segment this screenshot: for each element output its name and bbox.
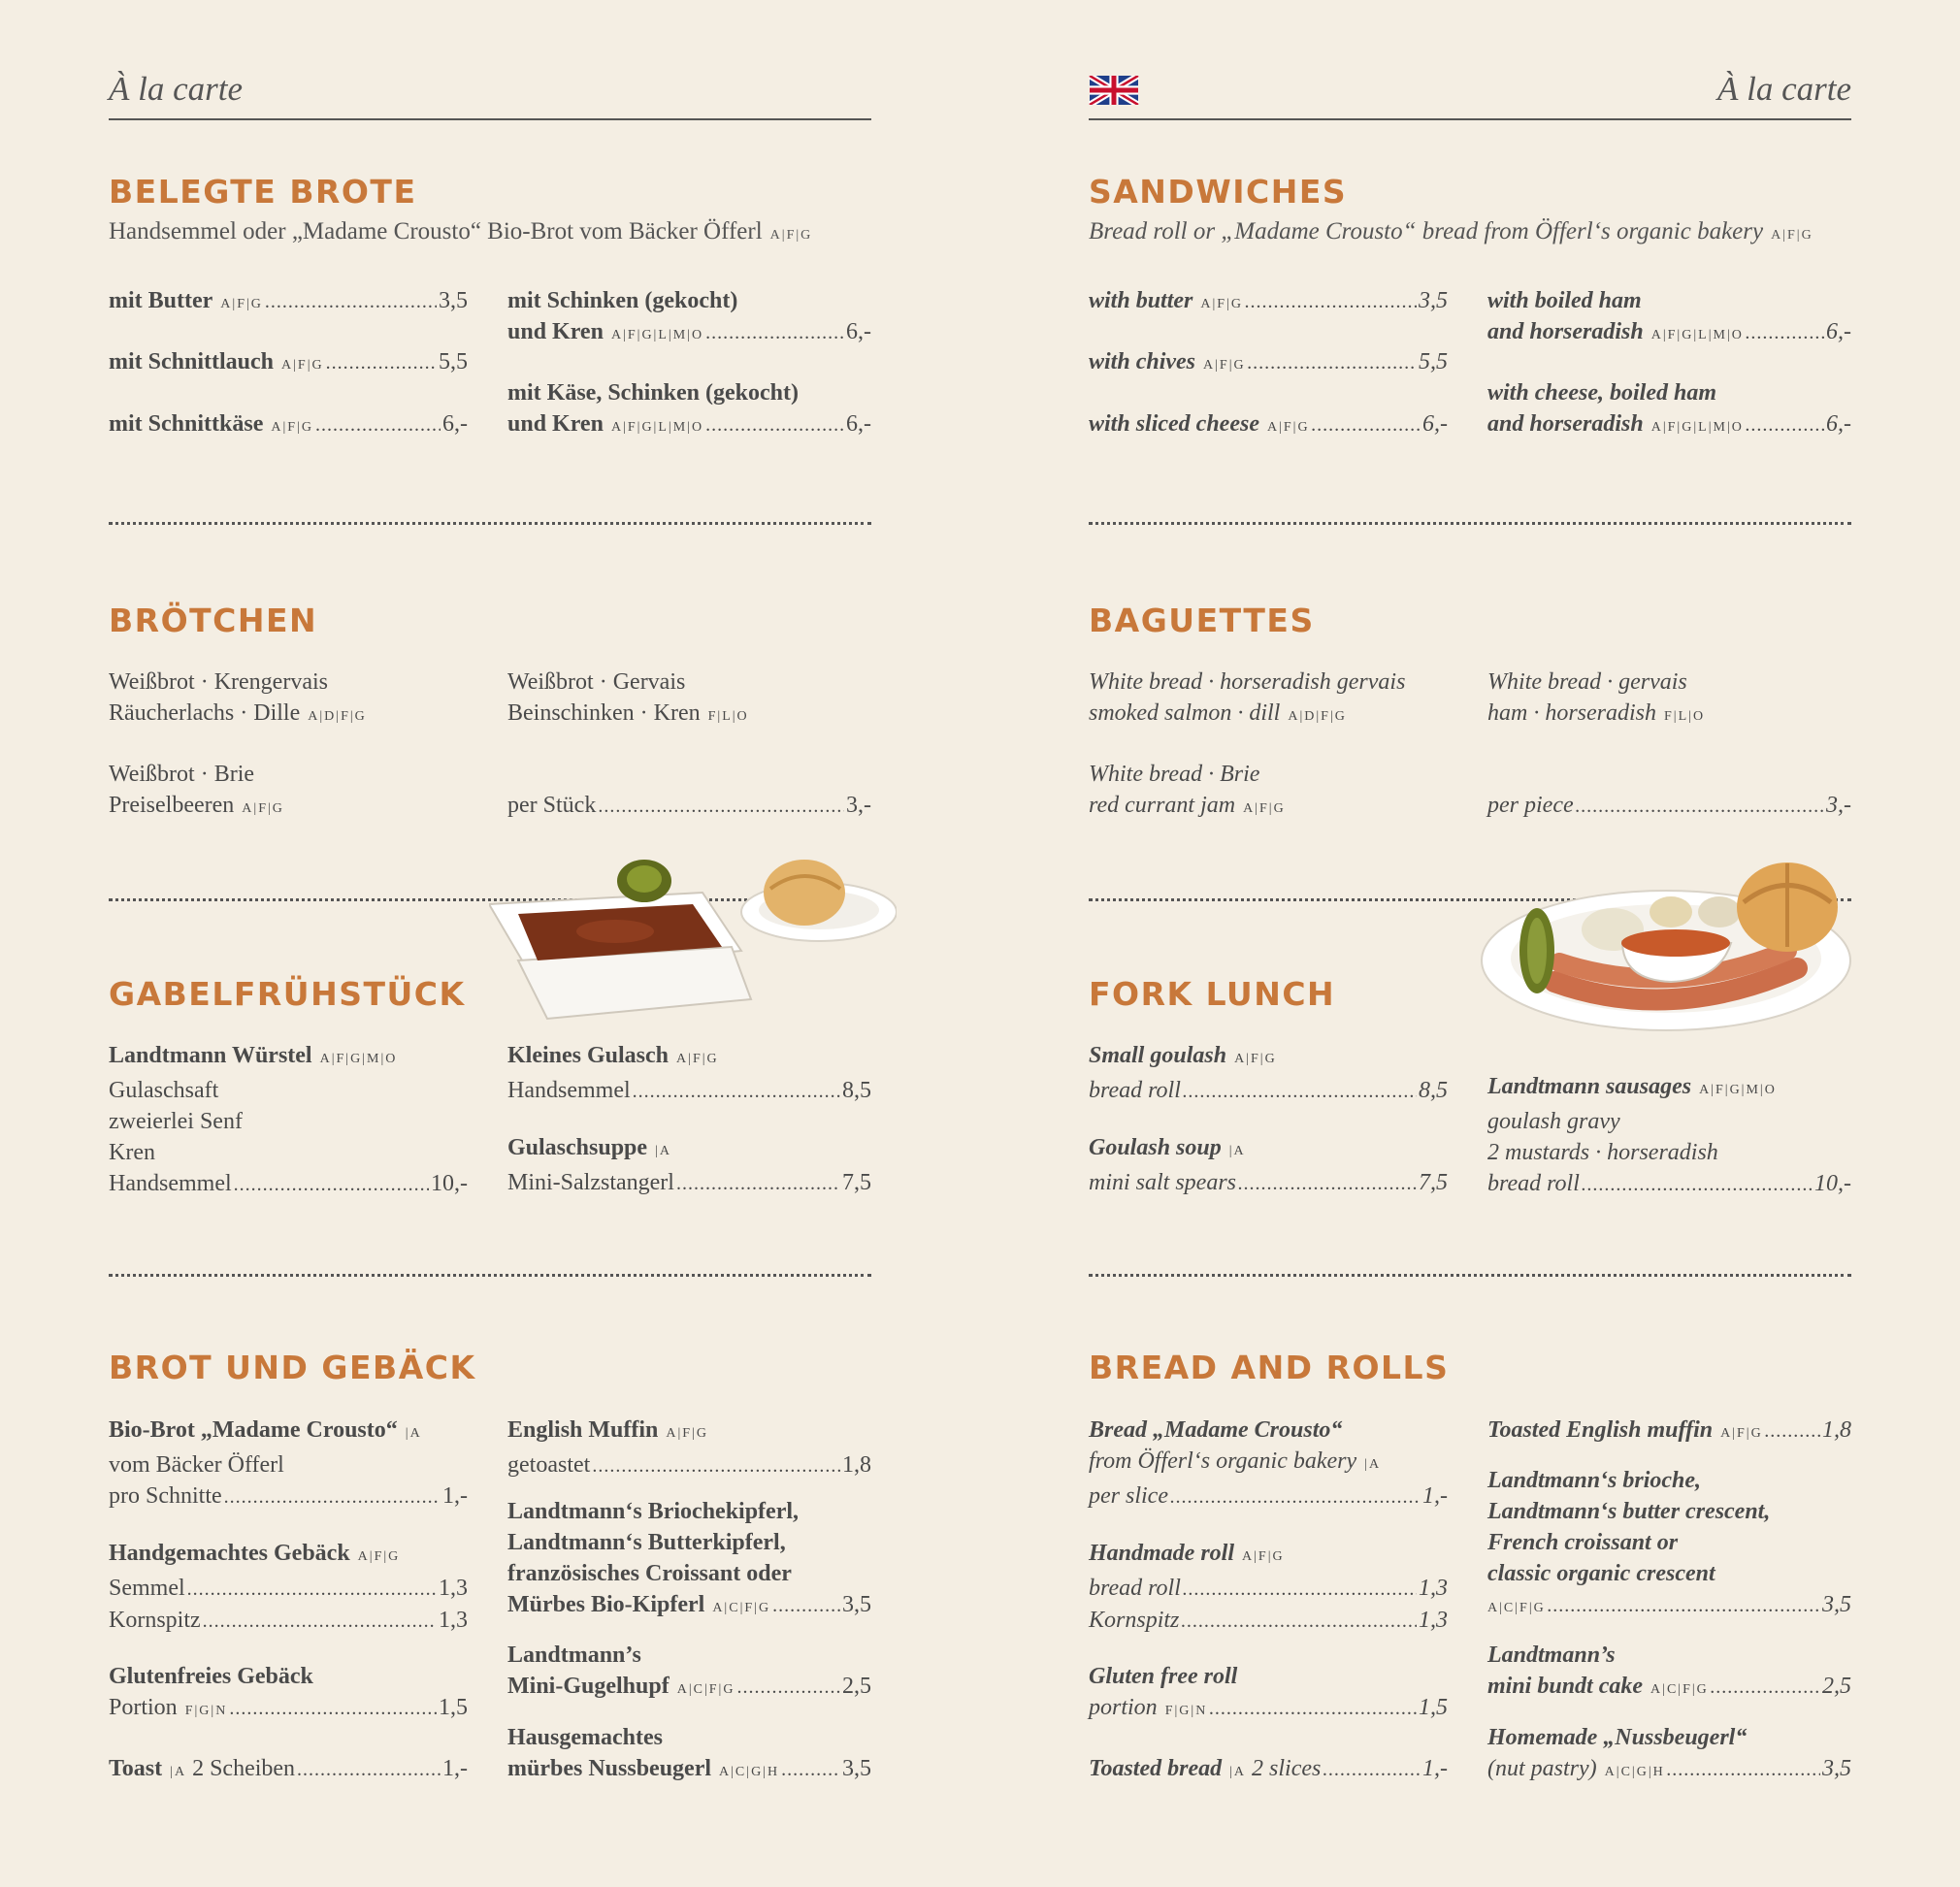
section-subtitle: Bread roll or „Madame Crousto“ bread from Öfferl‘s organic bakery A|F|G: [1089, 218, 1813, 244]
price: 3,-: [1826, 793, 1851, 818]
section-title: BAGUETTES: [1089, 602, 1315, 639]
menu-item-handgemacht: Handgemachtes Gebäck A|F|G Semmel ..... 1,3 Kornspitz ..... 1,3: [109, 1538, 468, 1637]
price: 7,5: [1419, 1170, 1448, 1195]
price: 1,3: [439, 1576, 468, 1601]
section-belegte-brote: [109, 173, 871, 444]
price: 8,5: [1419, 1078, 1448, 1103]
section-title: BELEGTE BROTE: [109, 173, 417, 211]
price: 2,5: [842, 1674, 871, 1699]
menu-item-butter: with butter A|F|G ..... 3,5: [1089, 285, 1448, 320]
dotted-divider: [1089, 1274, 1851, 1277]
price: 6,-: [1826, 411, 1851, 437]
menu-item-crousto: Bread „Madame Crousto“ from Öfferl‘s organic bakery |A per slice ..... 1,-: [1089, 1415, 1448, 1513]
menu-item-cheese-ham: with cheese, boiled ham and horseradish A|F|G|L|M|O ..... 6,-: [1487, 377, 1851, 443]
price: 10,-: [431, 1171, 468, 1196]
menu-item-kaese-schinken: mit Käse, Schinken (gekocht) und Kren A|F|G|L|M|O ..... 6,-: [507, 377, 871, 443]
menu-item-schnittkaese: mit Schnittkäse A|F|G ..... 6,-: [109, 408, 468, 443]
menu-item-brie: Weißbrot · Brie Preiselbeeren A|F|G: [109, 762, 284, 818]
dotted-divider: [109, 1274, 871, 1277]
price: 6,-: [442, 411, 468, 437]
price: 3,5: [1822, 1592, 1851, 1617]
menu-item-toasted-bread: Toasted bread |A 2 slices ..... 1,-: [1089, 1753, 1448, 1788]
menu-item-schinken-kren: Weißbrot · Gervais Beinschinken · Kren F|L|O: [507, 669, 749, 726]
menu-item-glutenfrei: Glutenfreies Gebäck Portion F|G|N ..... 1,5: [109, 1661, 468, 1727]
price: 3,-: [846, 793, 871, 818]
price: 1,3: [1419, 1608, 1448, 1633]
price: 3,5: [842, 1756, 871, 1781]
menu-item-gugelhupf: Landtmann’s Mini-Gugelhupf A|C|F|G ..... 2,5: [507, 1640, 871, 1706]
price: 3,5: [1822, 1756, 1851, 1781]
price: 10,-: [1814, 1171, 1851, 1196]
menu-item-boiled-ham: with boiled ham and horseradish A|F|G|L|M|O ..... 6,-: [1487, 285, 1851, 351]
price: 8,5: [842, 1078, 871, 1103]
menu-item-small-goulash: Small goulash A|F|G bread roll ..... 8,5: [1089, 1040, 1448, 1107]
menu-item-gluten-free: Gluten free roll portion F|G|N ..... 1,5: [1089, 1661, 1448, 1727]
price: 6,-: [1422, 411, 1448, 437]
price: 1,-: [1422, 1483, 1448, 1509]
uk-flag-icon: [1089, 76, 1139, 105]
menu-item-schnittlauch: mit Schnittlauch A|F|G ..... 5,5: [109, 346, 468, 381]
dotted-divider: [109, 522, 871, 525]
page-title: À la carte: [109, 70, 244, 108]
price: 7,5: [842, 1170, 871, 1195]
page-header: [109, 62, 871, 120]
menu-item-sausages: Landtmann sausages A|F|G|M|O goulash gravy 2 mustards · horseradish bread roll ..... 10,-: [1487, 1071, 1851, 1200]
menu-item-sliced-cheese: with sliced cheese A|F|G ..... 6,-: [1089, 408, 1448, 443]
price: 1,5: [439, 1695, 468, 1720]
price: 1,8: [842, 1452, 871, 1478]
menu-item-per-stueck: per Stück ..... 3,-: [507, 790, 871, 822]
english-page: [1089, 0, 1851, 1887]
price: 3,5: [842, 1592, 871, 1617]
menu-item-handmade-roll: Handmade roll A|F|G bread roll ..... 1,3 Kornspitz ..... 1,3: [1089, 1538, 1448, 1637]
menu-item-brioche: Landtmann‘s brioche, Landtmann‘s butter crescent, French croissant or classic organic crescent A|C|F|G ..... 3,5: [1487, 1465, 1851, 1624]
page-title: À la carte: [1716, 70, 1851, 108]
menu-item-bio-brot: Bio-Brot „Madame Crousto“ |A vom Bäcker Öfferl pro Schnitte ..... 1,-: [109, 1415, 468, 1513]
price: 1,8: [1822, 1417, 1851, 1443]
price: 2,5: [1822, 1674, 1851, 1699]
price: 1,-: [442, 1756, 468, 1781]
menu-item-muffin: English Muffin A|F|G getoastet ..... 1,8: [507, 1415, 871, 1481]
section-title: BREAD AND ROLLS: [1089, 1349, 1450, 1386]
menu-item-salmon: White bread · horseradish gervais smoked salmon · dill A|D|F|G: [1089, 669, 1406, 726]
section-title: FORK LUNCH: [1089, 975, 1336, 1013]
price: 1,3: [1419, 1576, 1448, 1601]
menu-item-schinken: mit Schinken (gekocht) und Kren A|F|G|L|M|O ..... 6,-: [507, 285, 871, 351]
page-header: [1089, 62, 1851, 120]
menu-item-gulasch: Kleines Gulasch A|F|G Handsemmel ..... 8,5: [507, 1040, 871, 1107]
menu-item-nussbeugerl: Homemade „Nussbeugerl“ (nut pastry) A|C|G|H ..... 3,5: [1487, 1722, 1851, 1788]
menu-item-goulash-soup: Goulash soup |A mini salt spears ..... 7,5: [1089, 1132, 1448, 1199]
menu-item-chives: with chives A|F|G ..... 5,5: [1089, 346, 1448, 381]
section-title: SANDWICHES: [1089, 173, 1348, 211]
menu-item-gulaschsuppe: Gulaschsuppe |A Mini-Salzstangerl ..... 7,5: [507, 1132, 871, 1199]
section-subtitle: Handsemmel oder „Madame Crousto“ Bio-Brot vom Bäcker Öfferl A|F|G: [109, 218, 813, 244]
menu-item-kipferl: Landtmann‘s Briochekipferl, Landtmann‘s Butterkipferl, französisches Croissant oder Mürbes Bio-Kipferl A|C|F|G ..... 3,5: [507, 1496, 871, 1624]
menu-item-nussbeugerl: Hausgemachtes mürbes Nussbeugerl A|C|G|H ..... 3,5: [507, 1722, 871, 1788]
menu-item-ham-horseradish: White bread · gervais ham · horseradish F|L|O: [1487, 669, 1706, 726]
price: 5,5: [1419, 349, 1448, 374]
price: 3,5: [1419, 288, 1448, 313]
price: 1,-: [1422, 1756, 1448, 1781]
price: 5,5: [439, 349, 468, 374]
menu-item-english-muffin: Toasted English muffin A|F|G ..... 1,8: [1487, 1415, 1851, 1449]
menu-item-brie: White bread · Brie red currant jam A|F|G: [1089, 762, 1286, 818]
section-title: BRÖTCHEN: [109, 602, 318, 639]
dotted-divider: [1089, 522, 1851, 525]
menu-item-bundt-cake: Landtmann’s mini bundt cake A|C|F|G ..... 2,5: [1487, 1640, 1851, 1706]
price: 1,5: [1419, 1695, 1448, 1720]
menu-item-butter: mit Butter A|F|G ..... 3,5: [109, 285, 468, 320]
price: 1,-: [442, 1483, 468, 1509]
sausage-photo: [1477, 854, 1851, 1048]
goulash-photo: [489, 854, 897, 1038]
price: 6,-: [1826, 319, 1851, 344]
menu-item-toast: Toast |A 2 Scheiben ..... 1,-: [109, 1753, 468, 1788]
section-title: GABELFRÜHSTÜCK: [109, 975, 466, 1013]
menu-item-lachs: Weißbrot · Krengervais Räucherlachs · Dille A|D|F|G: [109, 669, 367, 726]
menu-item-wuerstel: Landtmann Würstel A|F|G|M|O Gulaschsaft zweierlei Senf Kren Handsemmel ..... 10,-: [109, 1040, 468, 1200]
german-page: [109, 0, 871, 1887]
menu-item-per-piece: per piece ..... 3,-: [1487, 790, 1851, 822]
section-title: BROT UND GEBÄCK: [109, 1349, 476, 1386]
price: 6,-: [846, 411, 871, 437]
price: 1,3: [439, 1608, 468, 1633]
price: 6,-: [846, 319, 871, 344]
price: 3,5: [439, 288, 468, 313]
